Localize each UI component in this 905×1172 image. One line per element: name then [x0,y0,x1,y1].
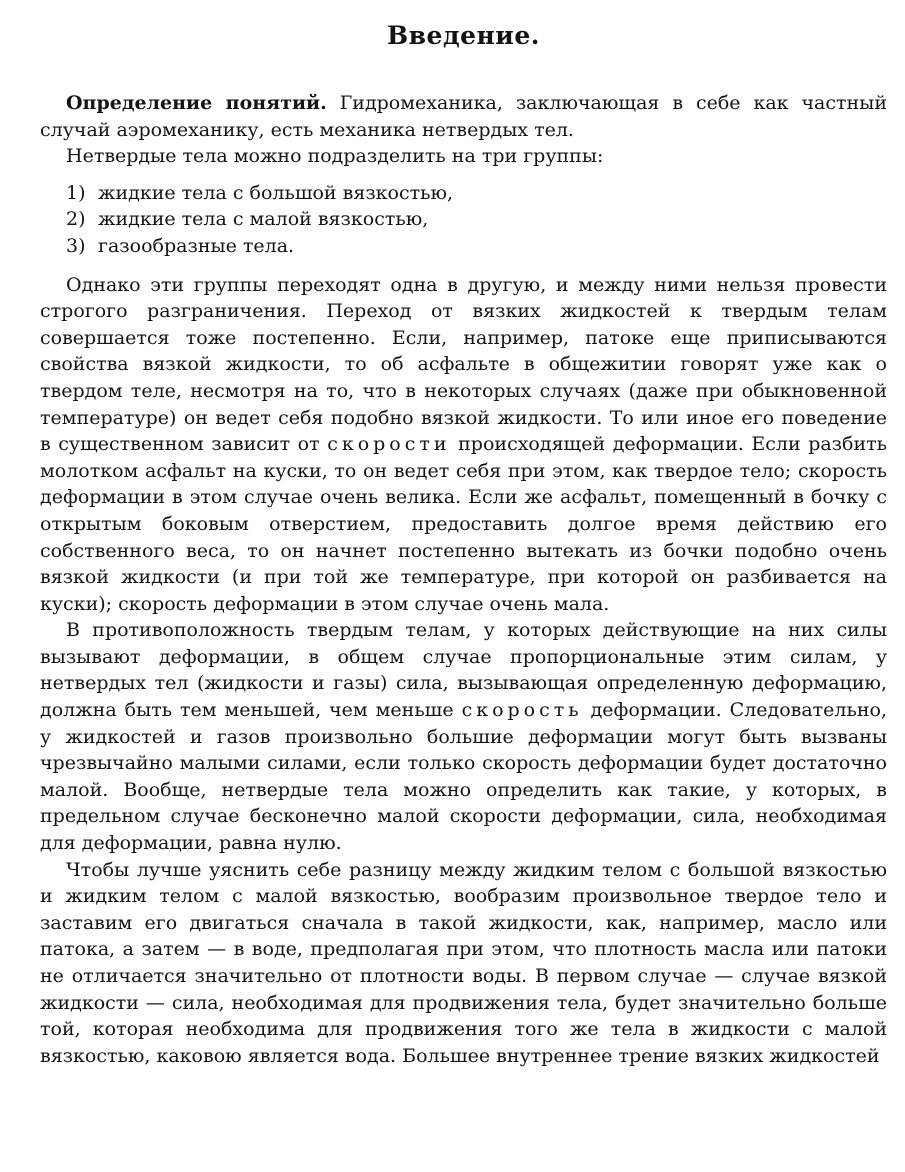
section-title: Введение. [387,21,540,50]
list-item [66,180,887,207]
list-number: 1) [66,181,86,204]
paragraph-definition [40,90,887,143]
list-text: жидкие тела с малой вязкостью, [98,208,429,231]
list-number: 3) [66,234,86,257]
paragraph-definition-text: Гидромеханика, заключающая в себе как частный случай аэромеханику, есть механика нетвердых тел. [40,92,887,141]
list-number: 2) [66,208,86,231]
list-text: жидкие тела с большой вязкостью, [98,181,454,204]
run-in-heading: Определение понятий. [66,92,327,114]
spaced-emphasis: скорость [461,699,583,722]
list-item [66,206,887,233]
paragraph-viscosity: Чтобы лучше уяснить себе разницу между жидким телом с большой вязкостью и жидким телом с малой вязкостью, вообразим произвольное твердое тело и заставим его двигаться сначала в такой жидкости, как, например, масло или патока, а затем — в воде, предполагая при этом, что плотность масла или патоки не отличается значительно от плотности воды. В первом случае — случае вязкой жидкости — сила, необходимая для продвижения тела, будет значительно больше той, которая необходима для продвижения того же тела в жидкости с малой вязкостью, каковою является вода. Большее внутреннее трение вязких жидкостей [40,858,887,1067]
paragraph-groups-intro: Нетвердые тела можно подразделить на три группы: [66,145,604,168]
paragraph-deformation-text-b: деформации. Следовательно, у жидкостей и газов произвольно большие деформации могут быть вызваны чрезвычайно малыми силами, если только скорость деформации будет достаточно малой. Вообще, нетвердые тела можно определить как такие, у которых, в предельном случае бесконечно малой скорости деформации, сила, необходимая для деформации, равна нулю. [40,699,887,855]
list-item [66,233,887,260]
paragraph-asphalt [40,272,887,618]
paragraph-asphalt-text-a: Однако эти группы переходят одна в другую, и между ними нельзя провести строгого разграничения. Переход от вязких жидкостей к твердым телам совершается тоже постепенно. Если, например, патоке еще приписываются свойства вязкой жидкости, то об асфальте в общежитии говорят уже как о твердом теле, несмотря на то, что в некоторых случаях (даже при обыкновенной температуре) он ведет себя подобно вязкой жидкости. То или иное его поведение в существенном зависит от [40,273,887,456]
spaced-emphasis: скорости [327,433,451,456]
paragraph-deformation-text-a: В противоположность твердым телам, у которых действующие на них силы вызывают деформации, в общем случае пропорциональные этим силам, у нетвердых тел (жидкости и газы) сила, вызывающая определенную деформацию, должна быть тем меньшей, чем меньше [40,619,887,722]
list-text: газообразные тела. [98,234,295,257]
paragraph-deformation [40,617,887,856]
paragraph-asphalt-text-b: происходящей деформации. Если разбить молотком асфальт на куски, то он ведет себя при этом, как твердое тело; скорость деформации в этом случае очень велика. Если же асфальт, помещенный в бочку с открытым боковым отверстием, предоставить долгое время действию его собственного веса, то он начнет постепенно вытекать из бочки подобно очень вязкой жидкости (и при той же температуре, при которой он разбивается на куски); скорость деформации в этом случае очень мала. [40,433,888,615]
groups-list [40,180,887,260]
